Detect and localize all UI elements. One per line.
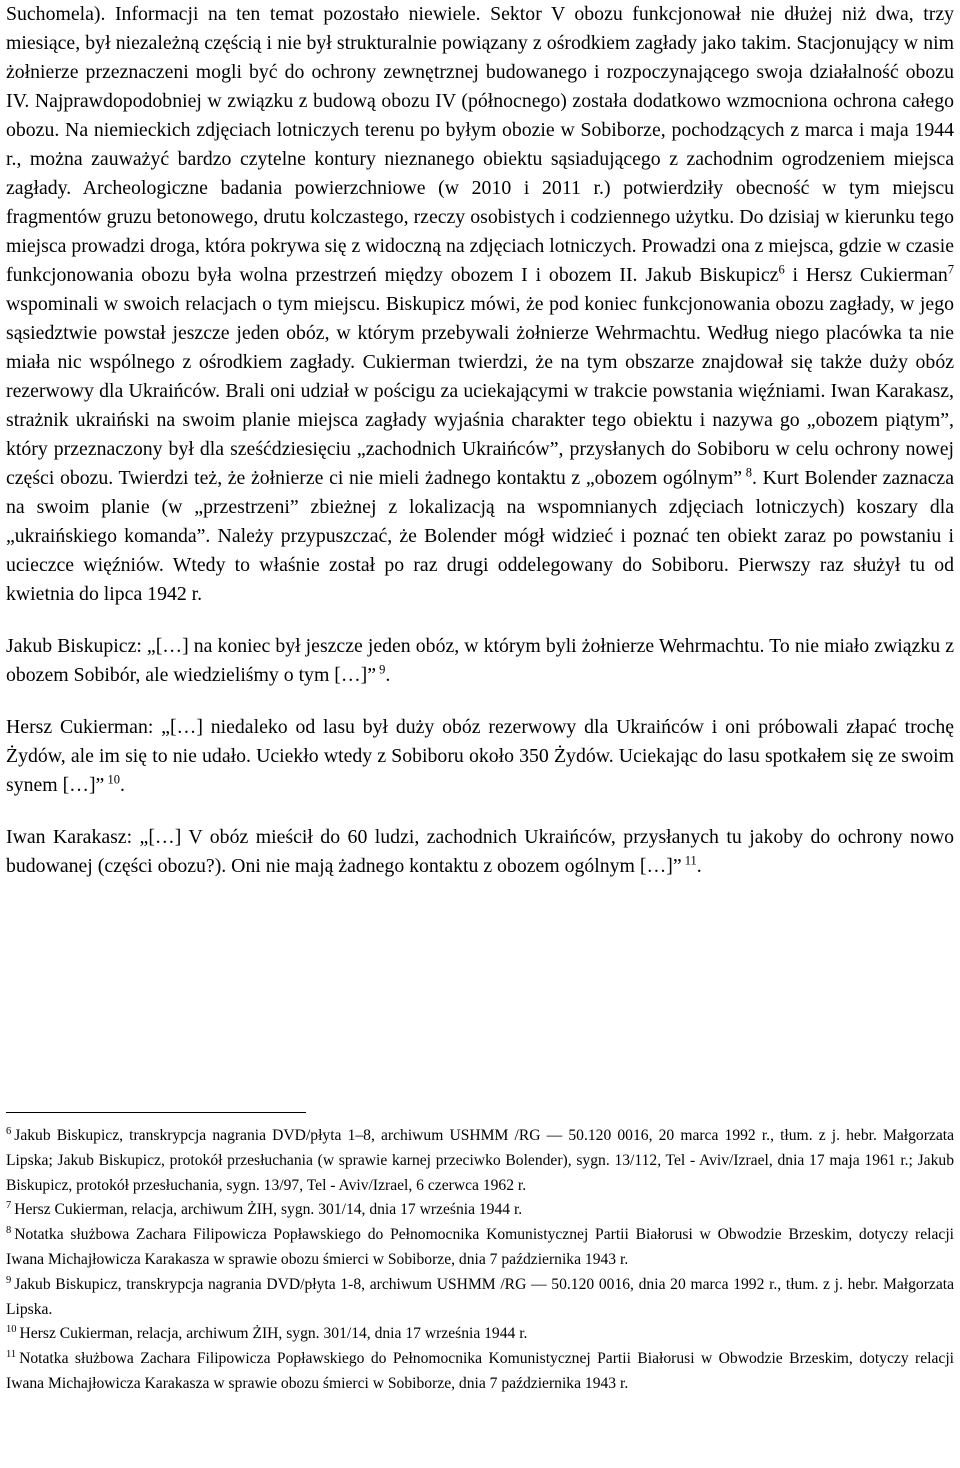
- footnote-text: Hersz Cukierman, relacja, archiwum ŻIH, sygn. 301/14, dnia 17 września 1944 r.: [14, 1201, 523, 1219]
- text-run: wspominali w swoich relacjach o tym miejscu. Biskupicz mówi, że pod koniec funkcjonowania obozu zagłady, w jego sąsiedztwie powstał jeszcze jeden obóz, w którym przebywali żołnierze Wehrmachtu. Według niego placówka ta nie miała nic wspólnego z ośrodkiem zagłady. Cukierman twierdzi, że na tym obszarze znajdował się także duży obóz rezerwowy dla Ukraińców. Brali oni udział w pościgu za uciekającymi w trakcie powstania więźniami. Iwan Karakasz, strażnik ukraiński na swoim planie miejsca zagłady wyjaśnia charakter tego obiektu i nazywa go „obozem piątym”, który przeznaczony był dla sześćdziesięciu „zachodnich Ukraińców”, przysłanych do Sobiboru w celu ochrony nowej części obozu. Twierdzi też, że żołnierze ci nie mieli żadnego kontaktu z „obozem ogólnym”: [6, 293, 954, 489]
- footnote-7: [6, 1198, 954, 1223]
- quote-text: Iwan Karakasz: „[…] V obóz mieścił do 60 ludzi, zachodnich Ukraińców, przysłanych tu jakoby do ochrony nowo budowanej (części obozu?). Oni nie mają żadnego kontaktu z obozem ogólnym […]”: [6, 826, 954, 877]
- footnote-6: [6, 1124, 954, 1198]
- quote-text: Hersz Cukierman: „[…] niedaleko od lasu był duży obóz rezerwowy dla Ukraińców i oni próbowali złapać trochę Żydów, ale im się to nie udało. Uciekło wtedy z Sobiboru około 350 Żydów. Uciekając do lasu spotkałem się ze swoim synem […]”: [6, 716, 954, 796]
- footnote-8: [6, 1223, 954, 1273]
- footnote-11: [6, 1347, 954, 1397]
- text-run: Suchomela). Informacji na ten temat pozostało niewiele. Sektor V obozu funkcjonował nie dłużej niż dwa, trzy miesiące, był niezależną częścią i nie był strukturalnie powiązany z ośrodkiem zagłady jako takim.: [6, 3, 954, 54]
- text-run: ) potwierdziły obecność w tym miejscu fragmentów gruzu betonowego, drutu kolczastego, rzeczy osobistych i codziennego użytku. Do dzisiaj w kierunku tego miejsca prowadzi droga, która pokrywa się z widoczną na zdjęciach lotniczych. Prowadzi ona z miejsca, gdzie w czasie funkcjonowania obozu była wolna przestrzeń między obozem I i obozem II. Jakub Biskupicz: [6, 177, 955, 286]
- footnote-number: 6: [6, 1125, 12, 1137]
- quote-end: .: [119, 774, 125, 796]
- footnote-text: Hersz Cukierman, relacja, archiwum ŻIH, sygn. 301/14, dnia 17 września 1944 r.: [19, 1325, 528, 1343]
- quote-end: .: [385, 664, 391, 686]
- footnote-ref-11[interactable]: 11: [681, 853, 697, 868]
- quote-karakasz: [6, 823, 954, 881]
- footnote-number: 7: [6, 1200, 12, 1212]
- footnote-text: Jakub Biskupicz, transkrypcja nagrania DVD/płyta 1-8, archiwum USHMM /RG — 50.120 0016, dnia 20 marca 1992 r., tłum. z j. hebr. Małgorzata Lipska.: [6, 1275, 954, 1318]
- quote-end: .: [696, 855, 702, 877]
- document-page: [6, 0, 955, 1392]
- footnote-number: 11: [6, 1348, 17, 1360]
- footnote-ref-7[interactable]: 7: [947, 262, 954, 277]
- footnote-separator: [6, 1112, 306, 1113]
- footnotes: [6, 1124, 954, 1397]
- text-run: Stacjonujący w nim żołnierze przeznaczeni mogli być do ochrony zewnętrznej budowanego i rozpoczynającego swoja działalność obozu IV. Najprawdopodobniej w związku z budową obozu IV (północnego) została dodatkowo wzmocniona ochrona całego obozu. Na niemieckich zdjęciach lotniczych terenu po byłym obozie w Sobiborze, pochodzących z marca i maja 1944 r.: [6, 32, 954, 170]
- footnote-ref-8[interactable]: 8: [741, 465, 753, 480]
- text-run: , można zauważyć bardzo czytelne kontury nieznanego obiektu sąsiadującego z zachodnim ogrodzeniem miejsca zagłady. Archeologiczne badania powierzchniowe (w 2010 i 2011 r.: [6, 148, 954, 199]
- text-run: . Kurt Bolender zaznacza na swoim planie (w „przestrzeni” zbieżnej z lokalizacją na wspomnianych zdjęciach lotniczych) koszary dla „ukraińskiego komanda”. Należy przypuszczać, że Bolender mógł widzieć i poznać ten obiekt zaraz po powstaniu i ucieczce więźniów. Wtedy to właśnie został po raz drugi oddelegowany do Sobiboru. Pierwszy raz służył tu od kwietnia do lipca 1942 r.: [6, 467, 954, 605]
- quote-text: Jakub Biskupicz: „[…] na koniec był jeszcze jeden obóz, w którym byli żołnierze Wehrmachtu. To nie miało związku z obozem Sobibór, ale wiedzieliśmy o tym […]”: [6, 635, 954, 686]
- footnote-9: [6, 1273, 954, 1323]
- quote-biskupicz: [6, 632, 954, 690]
- footnote-number: 10: [6, 1324, 17, 1336]
- footnote-text: Jakub Biskupicz, transkrypcja nagrania DVD/płyta 1–8, archiwum USHMM /RG — 50.120 0016, 20 marca 1992 r., tłum. z j. hebr. Małgorzata Lipska; Jakub Biskupicz, protokół przesłuchania (w sprawie karnej przeciwko Bolender), sygn. 13/112, Tel - Aviv/Izrael, dnia 17 maja 1961 r.; Jakub Biskupicz, protokół przesłuchania, sygn. 13/97, Tel - Aviv/Izrael, 6 czerwca 1962 r.: [6, 1127, 954, 1194]
- footnote-text: Notatka służbowa Zachara Filipowicza Popławskiego do Pełnomocnika Komunistycznej Partii Białorusi w Obwodzie Brzeskim, dotyczy relacji Iwana Michajłowicza Karakasza w sprawie obozu śmierci w Sobiborze, dnia 7 października 1943 r.: [6, 1350, 954, 1392]
- footnote-ref-10[interactable]: 10: [104, 772, 120, 787]
- main-text: [6, 0, 954, 881]
- text-run: i Hersz Cukierman: [784, 264, 948, 286]
- paragraph-sector-v: [6, 0, 954, 609]
- footnote-number: 9: [6, 1274, 12, 1286]
- footnote-text: Notatka służbowa Zachara Filipowicza Popławskiego do Pełnomocnika Komunistycznej Partii Białorusi w Obwodzie Brzeskim, dotyczy relacji Iwana Michajłowicza Karakasza w sprawie obozu śmierci w Sobiborze, dnia 7 października 1943 r.: [6, 1226, 954, 1268]
- quote-cukierman: [6, 713, 954, 800]
- footnote-ref-6[interactable]: 6: [778, 262, 785, 277]
- footnote-ref-9[interactable]: 9: [376, 662, 386, 677]
- footnote-number: 8: [6, 1225, 12, 1236]
- footnote-10: [6, 1322, 954, 1347]
